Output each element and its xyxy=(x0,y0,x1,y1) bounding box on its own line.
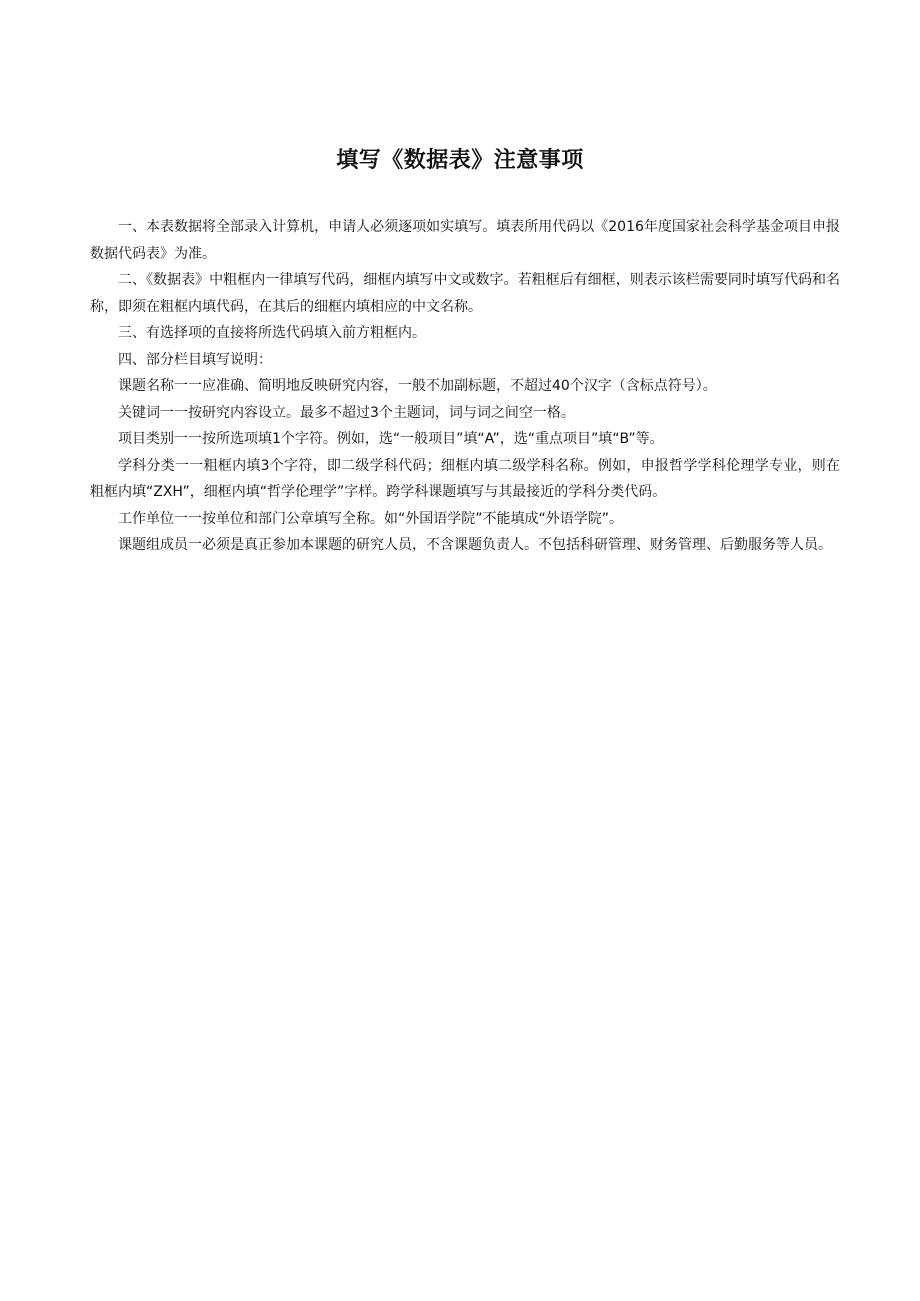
paragraph-general: 一、本表数据将全部录入计算机，申请人必须逐项如实填写。填表所用代码以《2016年度国家社会科学基金项目申报数据代码表》为准。 xyxy=(90,219,840,262)
document-title: 填写《数据表》注意事项 xyxy=(336,148,584,173)
paragraph-topic-name: 课题名称一一应准确、简明地反映研究内容，一般不加副标题，不超过40个汉字（含标点符号）。 xyxy=(118,378,717,394)
document-body xyxy=(90,214,840,559)
paragraph-discipline: 学科分类一一粗框内填3个字符，即二级学科代码；细框内填二级学科名称。例如，申报哲学学科伦理学专业，则在粗框内填“ZXH”，细框内填“哲学伦理学”字样。跨学科课题填写与其最接近的学科分类代码。 xyxy=(90,457,840,500)
paragraph-work-unit: 工作单位一一按单位和部门公章填写全称。如“外国语学院”不能填成“外语学院”。 xyxy=(118,510,624,527)
paragraph-options: 三、有选择项的直接将所选代码填入前方粗框内。 xyxy=(118,325,426,341)
paragraph-team-members: 课题组成员一必须是真正参加本课题的研究人员，不含课题负责人。不包括科研管理、财务管理、后勤服务等人员。 xyxy=(118,537,832,553)
paragraph-field-notes-heading: 四、部分栏目填写说明： xyxy=(118,351,272,368)
paragraph-project-category: 项目类别一一按所选项填1个字符。例如，选“一般项目”填“A”，选“重点项目”填“B”等。 xyxy=(118,431,664,447)
paragraph-keywords: 关键词一一按研究内容设立。最多不超过3个主题词，词与词之间空一格。 xyxy=(118,404,575,421)
paragraph-box-rules: 二、《数据表》中粗框内一律填写代码，细框内填写中文或数字。若粗框后有细框，则表示该栏需要同时填写代码和名称，即须在粗框内填代码，在其后的细框内填相应的中文名称。 xyxy=(90,272,840,315)
